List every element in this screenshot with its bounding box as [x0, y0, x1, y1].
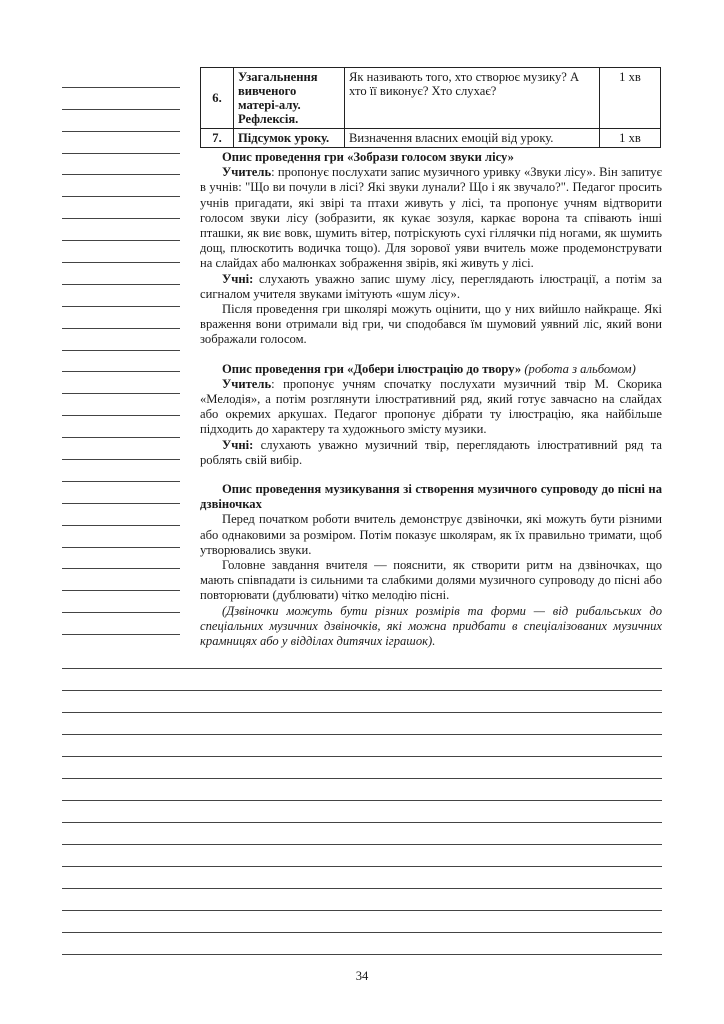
table-row [201, 129, 661, 148]
note-lines-left [62, 66, 180, 635]
row-stage: Узагальнення вивченого матері-алу. Рефлексія. [234, 68, 345, 129]
paragraph: Перед початком роботи вчитель демонструє дзвіночки, які можуть бути різними або однаковими за розміром. Потім показує школярам, як їх правильно тримати, щоб утворювались звуки. [200, 512, 662, 557]
row-number: 7. [201, 129, 234, 148]
paragraph [200, 272, 662, 302]
paragraph [200, 377, 662, 438]
page-body [200, 150, 662, 649]
section-heading-note: (робота з альбомом) [524, 361, 636, 376]
note-paragraph: (Дзвіночки можуть бути різних розмірів та форми — від рибальських до спеціальних музичних дзвіночків, які можна придбати в спеціалізованих музичних крамницях або у відділах дитячих іграшок). [200, 603, 662, 649]
role-label: Учитель [222, 376, 272, 391]
lesson-plan-table [200, 67, 661, 148]
role-label: Учитель [222, 165, 272, 180]
row-stage: Підсумок уроку. [234, 129, 345, 148]
paragraph-text: слухають уважно музичний твір, переглядають ілюстративний ряд та роблять свій вибір. [200, 437, 662, 467]
paragraph [200, 438, 662, 468]
row-time: 1 хв [600, 129, 661, 148]
section-heading [200, 362, 662, 377]
section-heading: Опис проведення музикування зі створення музичного супроводу до пісні на дзвіночках [200, 482, 662, 512]
table-row [201, 68, 661, 129]
paragraph [200, 165, 662, 271]
role-label: Учні: [222, 437, 254, 452]
row-content: Як називають того, хто створює музику? А хто її виконує? Хто слухає? [345, 68, 600, 129]
role-label: Учні: [222, 271, 254, 286]
row-number: 6. [201, 68, 234, 129]
page-number: 34 [355, 969, 369, 983]
row-time: 1 хв [600, 68, 661, 129]
section-heading: Опис проведення гри «Зобрази голосом звуки лісу» [222, 150, 514, 164]
paragraph-text: : пропонує послухати запис музичного уривку «Звуки лісу». Він запитує в учнів: "Що ви почули в лісі? Які звуки лунали? Що і як звучало?". Педагог просить учнів пригадати, які звірі та птахи живуть у лісі, та пропонує учням відтворити голосом звуки лісу (зобразити, як кукає зозуля, каркає ворона та співають інші пташки, як виє вовк, шумить вітер, потріскують сухі гіллячки під ногами, як шумить дощ, плюскотить водичка тощо). Для зорової уяви вчитель може продемонструвати на слайдах або малюнках зображення звірів, які живуть у лісі. [200, 165, 662, 271]
paragraph-text: : пропонує учням спочатку послухати музичний твір М. Скорика «Мелодія», а потім розглянути ілюстративний ряд, який готує завчасно на слайдах або окремих аркушах. Педагог пропонує дібрати ту ілюстрацію, яка найбільше підходить до характеру та художнього змісту музики. [200, 376, 662, 437]
section-heading-text: Опис проведення гри «Добери ілюстрацію до твору» [222, 361, 522, 376]
paragraph-text: слухають уважно запис шуму лісу, переглядають ілюстрації, а потім за сигналом учителя звуками імітують «шум лісу». [200, 271, 662, 301]
note-lines-bottom [62, 647, 662, 955]
row-content: Визначення власних емоцій від уроку. [345, 129, 600, 148]
paragraph: Головне завдання вчителя — пояснити, як створити ритм на дзвіночках, що мають співпадати із сильними та слабкими долями музичного супроводу до пісні або повторювати (дублювати) чітко мелодію пісні. [200, 558, 662, 603]
paragraph: Після проведення гри школярі можуть оцінити, що у них вийшло найкраще. Які враження вони отримали від гри, чи сподобався їм шумовий уявний ліс, який вони зображали голосом. [200, 302, 662, 347]
